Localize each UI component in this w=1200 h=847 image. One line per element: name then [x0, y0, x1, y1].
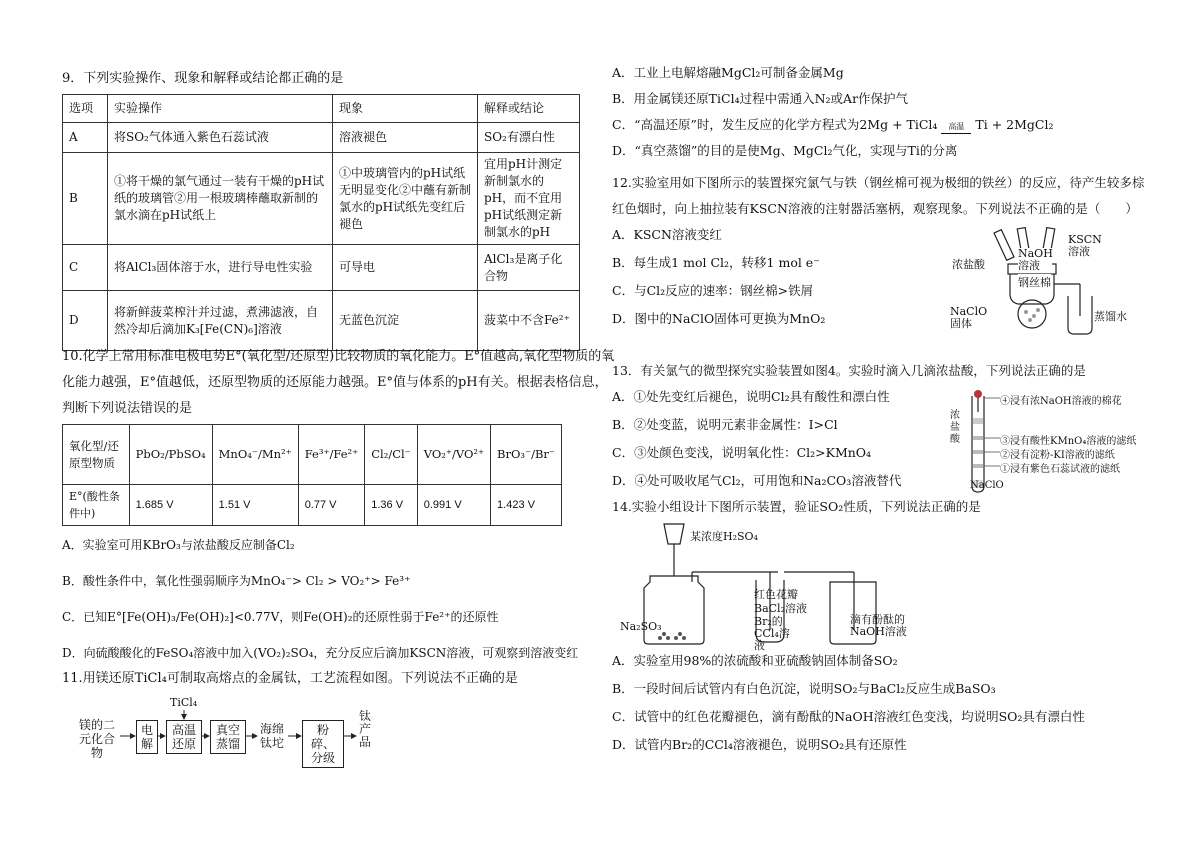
q13-apparatus-figure: [950, 390, 1160, 494]
q13-stem: 13．有关氯气的微型探究实验装置如图4。实验时滴入几滴浓盐酸，下列说法正确的是: [612, 363, 1086, 378]
q10-value-2: 0.77 V: [298, 485, 365, 526]
q10-value-4: 0.991 V: [417, 485, 490, 526]
q9-row-a-opt: A: [63, 123, 108, 153]
q9-row-b-ph: ①中玻璃管内的pH试纸无明显变化②中蘸有新制氯水的pH试纸先变红后褪色: [333, 153, 478, 245]
q12-apparatus-figure: [948, 224, 1127, 340]
q12-label-hcl: 浓盐酸: [952, 258, 985, 271]
q14-option-d: D．试管内Br₂的CCl₄溶液褪色，说明SO₂具有还原性: [612, 737, 907, 752]
q9-header-op: 实验操作: [108, 95, 333, 123]
q9-row-a-con: SO₂有漂白性: [478, 123, 580, 153]
q12-label-water: 蒸馏水: [1094, 310, 1127, 323]
q9-title: 9．下列实验操作、现象和解释或结论都正确的是: [62, 71, 344, 86]
q10-table: [62, 424, 562, 526]
q11-option-a: A．工业上电解熔融MgCl₂可制备金属Mg: [612, 65, 844, 80]
q13-option-a: A．①处先变红后褪色，说明Cl₂具有酸性和漂白性: [612, 389, 890, 404]
q10-option-c: C．已知E°[Fe(OH)₃/Fe(OH)₂]<0.77V，则Fe(OH)₂的还原性弱于Fe²⁺的还原性: [62, 610, 499, 624]
q13-label-hcl: 浓盐酸: [950, 410, 960, 445]
flow-box-reduction: 高温还原: [166, 720, 202, 754]
q9-row-d-op: 将新鲜菠菜榨汁并过滤，煮沸滤液，自然冷却后滴加K₃[Fe(CN)₆]溶液: [108, 291, 333, 351]
q9-row-b-op: ①将干燥的氯气通过一装有干燥的pH试纸的玻璃管②用一根玻璃棒蘸取新制的氯水滴在pH试纸上: [108, 153, 333, 245]
q11-stem: 11.用镁还原TiCl₄可制取高熔点的金属钛，工艺流程如图。下列说法不正确的是: [62, 671, 518, 686]
q11-option-d: D．“真空蒸馏”的目的是使Mg、MgCl₂气化，实现与Ti的分离: [612, 143, 958, 158]
q10-row-label: E°(酸性条件中): [63, 485, 130, 526]
q10-pair-4: VO₂⁺/VO²⁺: [417, 425, 490, 485]
q9-row-d-ph: 无蓝色沉淀: [333, 291, 478, 351]
q11-reaction-arrow: [941, 124, 971, 134]
q9-row-d-con: 菠菜中不含Fe²⁺: [478, 291, 580, 351]
q12-label-naclo: NaClO固体: [950, 305, 988, 330]
q11-flow-chart: [62, 694, 392, 764]
flow-end: 钛产品: [358, 709, 371, 749]
q12-label-steel: 钢丝棉: [1018, 276, 1051, 289]
q13-option-d: D．④处可吸收尾气Cl₂，可用饱和Na₂CO₃溶液替代: [612, 473, 902, 488]
q9-row-c-op: 将AlCl₃固体溶于水，进行导电性实验: [108, 245, 333, 291]
q14-label-naoh: 滴有酚酞的NaOH溶液: [850, 613, 907, 638]
q13-label-naclo: NaClO: [970, 480, 1004, 491]
q9-row-a-op: 将SO₂气体通入紫色石蕊试液: [108, 123, 333, 153]
q9-row-a-ph: 溶液褪色: [333, 123, 478, 153]
q14-label-acid: 某浓度H₂SO₄: [690, 530, 758, 543]
q10-value-3: 1.36 V: [365, 485, 418, 526]
q9-header-ph: 现象: [333, 95, 478, 123]
q14-apparatus-figure: [620, 520, 920, 652]
q14-label-flower: 红色花瓣: [754, 588, 798, 601]
q13-option-c: C．③处颜色变浅，说明氧化性：Cl₂>KMnO₄: [612, 445, 872, 460]
q9-row-b-opt: B: [63, 153, 108, 245]
q10-stem-3: 判断下列说法错误的是: [62, 401, 193, 416]
q14-stem: 14.实验小组设计下图所示装置，验证SO₂性质，下列说法正确的是: [612, 499, 981, 514]
q9-row-c-opt: C: [63, 245, 108, 291]
q10-head-label: 氧化型/还原型物质: [63, 425, 130, 485]
q13-label-4: ④浸有浓NaOH溶液的棉花: [1000, 396, 1122, 407]
q10-value-0: 1.685 V: [129, 485, 212, 526]
table-row: [63, 123, 580, 153]
q10-pair-2: Fe³⁺/Fe²⁺: [298, 425, 365, 485]
q13-label-1: ①浸有紫色石蕊试液的滤纸: [1000, 464, 1120, 475]
q10-option-b: B．酸性条件中，氧化性强弱顺序为MnO₄⁻> Cl₂ > VO₂⁺> Fe³⁺: [62, 574, 411, 588]
q13-option-b: B．②处变蓝，说明元素非金属性：I>Cl: [612, 417, 838, 432]
q10-option-a: A．实验室可用KBrO₃与浓盐酸反应制备Cl₂: [62, 538, 295, 552]
q12-label-kscn: KSCN溶液: [1068, 233, 1102, 258]
q10-stem-2: 化能力越强，E°值越低，还原型物质的还原能力越强。E°值与体系的pH有关。根据表格信息，: [62, 375, 608, 390]
q11-option-c-right: Ti + 2MgCl₂: [975, 117, 1054, 132]
q9-header-opt: 选项: [63, 95, 108, 123]
flow-start: 镁的二元化合物: [78, 718, 115, 760]
q9-table: [62, 94, 580, 351]
flow-top-reagent: TiCl₄: [170, 696, 198, 709]
flow-mid: 海绵钛坨: [259, 722, 284, 750]
q12-label-naoh: NaOH溶液: [1018, 247, 1053, 272]
q11-option-c-left: C．“高温还原”时，发生反应的化学方程式为2Mg + TiCl₄: [612, 117, 938, 132]
flow-box-distillation: 真空蒸馏: [210, 720, 246, 754]
q12-option-a: A．KSCN溶液变红: [612, 227, 722, 242]
table-row: [63, 153, 580, 245]
q12-option-d: D．图中的NaClO固体可更换为MnO₂: [612, 311, 826, 326]
q11-option-c: [612, 116, 1054, 134]
table-row: [63, 291, 580, 351]
table-row: [63, 245, 580, 291]
q10-value-1: 1.51 V: [212, 485, 298, 526]
q12-stem-1: 12.实验室用如下图所示的装置探究氯气与铁（钢丝棉可视为极细的铁丝）的反应，待产生较多棕: [612, 175, 1145, 190]
q9-row-c-ph: 可导电: [333, 245, 478, 291]
q10-pair-3: Cl₂/Cl⁻: [365, 425, 418, 485]
q10-pair-0: PbO₂/PbSO₄: [129, 425, 212, 485]
q9-header-con: 解释或结论: [478, 95, 580, 123]
flow-box-electrolysis: 电解: [136, 720, 158, 754]
q13-label-2: ②浸有淀粉-KI溶液的滤纸: [1000, 450, 1115, 461]
q13-label-3: ③浸有酸性KMnO₄溶液的滤纸: [1000, 436, 1137, 447]
q12-stem-2: 红色烟时，向上抽拉装有KSCN溶液的注射器活塞柄，观察现象。下列说法不正确的是（ ）: [612, 201, 1138, 216]
q11-option-b: B．用金属镁还原TiCl₄过程中需通入N₂或Ar作保护气: [612, 91, 909, 106]
q11-reaction-condition: 高温: [948, 122, 965, 131]
q14-option-a: A．实验室用98%的浓硫酸和亚硫酸钠固体制备SO₂: [612, 653, 898, 668]
q14-label-br2: Br₂的CCl₄溶液: [754, 615, 790, 652]
q10-stem-1: 10.化学上常用标准电极电势E°(氧化型/还原型)比较物质的氧化能力。E°值越高,氧化型物质的氧: [62, 349, 615, 364]
q9-row-b-con: 宜用pH计测定新制氯水的pH，而不宜用pH试纸测定新制氯水的pH: [478, 153, 580, 245]
q10-pair-5: BrO₃⁻/Br⁻: [491, 425, 562, 485]
flow-box-grinding: 粉碎、分级: [302, 720, 344, 768]
q12-option-b: B．每生成1 mol Cl₂，转移1 mol e⁻: [612, 255, 820, 270]
q9-row-d-opt: D: [63, 291, 108, 351]
q9-row-c-con: AlCl₃是离子化合物: [478, 245, 580, 291]
q14-option-c: C．试管中的红色花瓣褪色，滴有酚酞的NaOH溶液红色变浅，均说明SO₂具有漂白性: [612, 709, 1085, 724]
q10-option-d: D．向硫酸酸化的FeSO₄溶液中加入(VO₂)₂SO₄，充分反应后滴加KSCN溶液，可观察到溶液变红: [62, 646, 579, 660]
q14-option-b: B．一段时间后试管内有白色沉淀，说明SO₂与BaCl₂反应生成BaSO₃: [612, 681, 996, 696]
q14-label-bacl2: BaCl₂溶液: [754, 602, 807, 615]
q10-pair-1: MnO₄⁻/Mn²⁺: [212, 425, 298, 485]
q12-option-c: C．与Cl₂反应的速率：钢丝棉>铁屑: [612, 283, 814, 298]
q10-value-5: 1.423 V: [491, 485, 562, 526]
q14-label-na2so3: Na₂SO₃: [620, 620, 662, 633]
